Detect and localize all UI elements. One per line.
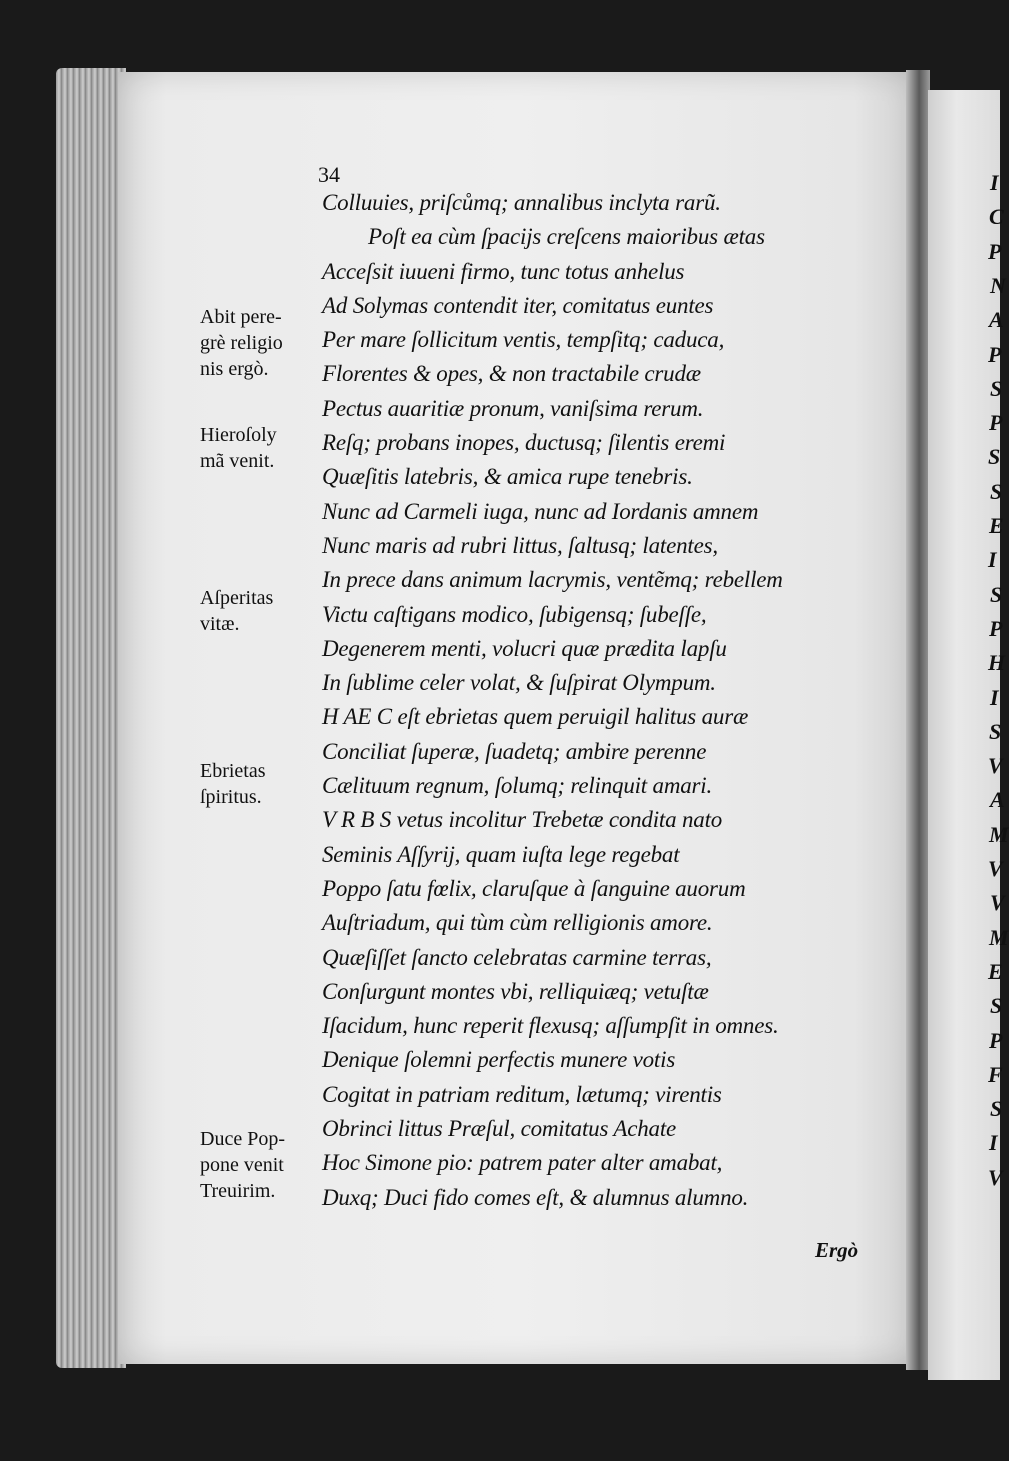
verse-line: Per mare ſollicitum ventis, tempſitq; caduca, xyxy=(322,327,725,353)
facing-page-initial: I xyxy=(990,170,999,195)
facing-page-initial: H xyxy=(988,650,1006,676)
verse-line: Nunc maris ad rubri littus, ſaltusq; latentes, xyxy=(322,532,718,558)
side-note-line: Duce Pop- xyxy=(200,1128,285,1150)
facing-page-initial: P xyxy=(989,615,1003,641)
verse-line: Quæſiſſet ſancto celebratas carmine terras, xyxy=(322,944,712,970)
verse-line: Cogitat in patriam reditum, lætumq; virentis xyxy=(322,1081,722,1107)
side-note-asperitas xyxy=(200,585,273,637)
facing-page-initial: I xyxy=(990,684,999,710)
verse-line: H AE C eſt ebrietas quem peruigil halitus auræ xyxy=(322,704,749,730)
facing-page-initial: I xyxy=(989,1130,998,1156)
side-note-ebrietas xyxy=(200,758,266,810)
side-note-line: pone venit xyxy=(200,1154,284,1176)
facing-page-initial: S xyxy=(988,444,1001,470)
facing-page-initial: P xyxy=(989,1027,1003,1053)
facing-page-initial: S xyxy=(990,1096,1003,1122)
verse-line: Seminis Aſſyrij, quam iuſta lege regebat xyxy=(322,841,680,867)
side-note-line: vitæ. xyxy=(200,613,240,635)
facing-page-initial: P xyxy=(988,238,1002,264)
side-note-abit xyxy=(200,304,283,382)
verse-line: Florentes & opes, & non tractabile crudæ xyxy=(322,361,701,387)
verse-line: Conciliat ſuperæ, ſuadetq; ambire perenne xyxy=(322,738,707,764)
verse-line: Denique ſolemni perfectis munere votis xyxy=(322,1047,676,1073)
verse-line: Hoc Simone pio: patrem pater alter amabat, xyxy=(322,1150,723,1176)
verse-line: Conſurgunt montes vbi, relliquiæq; vetuſtæ xyxy=(322,978,709,1004)
facing-page-initial: V xyxy=(988,1164,1003,1190)
page-number: 34 xyxy=(318,162,340,187)
side-note-line: mã venit. xyxy=(200,450,275,472)
verse-line: Nunc ad Carmeli iuga, nunc ad Iordanis amnem xyxy=(322,498,759,524)
verse-line: Reſq; probans inopes, ductusq; ſilentis eremi xyxy=(322,430,726,456)
verse-line: Quæſitis latebris, & amica rupe tenebris. xyxy=(322,464,693,490)
side-note-line: Abit pere- xyxy=(200,306,282,328)
side-note-line: Hieroſoly xyxy=(200,424,277,446)
book-gutter xyxy=(906,70,930,1370)
facing-page-initial: I xyxy=(988,547,997,573)
verse-line: Iſacidum, hunc reperit flexusq; aſſumpſit in omnes. xyxy=(322,1013,779,1039)
facing-page-initial: S xyxy=(990,478,1003,504)
facing-page-initial: M xyxy=(989,924,1009,950)
facing-page-initial: P xyxy=(989,410,1003,436)
side-note-duce-poppone xyxy=(200,1126,285,1204)
facing-page-initial: F xyxy=(988,1061,1003,1087)
verse-line: Ad Solymas contendit iter, comitatus euntes xyxy=(322,292,714,318)
facing-page-initial: S xyxy=(990,993,1003,1019)
facing-page-initial: N xyxy=(990,272,1006,298)
book-edge xyxy=(56,68,126,1368)
facing-page-initial: M xyxy=(989,821,1009,847)
side-note-hierosolyma xyxy=(200,422,277,474)
facing-page-initial: S xyxy=(989,718,1002,744)
verse-line: Obrinci littus Præſul, comitatus Achate xyxy=(322,1116,677,1142)
side-note-line: Ebrietas xyxy=(200,760,266,782)
verse-line: Duxq; Duci fido comes eſt, & alumnus alumno. xyxy=(322,1184,749,1210)
facing-page-initial: P xyxy=(988,341,1002,367)
facing-page-initial: C xyxy=(989,204,1004,230)
verse-line: Degenerem menti, volucri quæ prædita lapſu xyxy=(322,635,727,661)
verse-line: Auſtriadum, qui tùm cùm relligionis amore. xyxy=(322,910,713,936)
verse-line: Poſt ea cùm ſpacijs creſcens maioribus ætas xyxy=(368,224,765,250)
facing-page-initial: E xyxy=(989,513,1004,538)
side-note-line: Aſperitas xyxy=(200,587,274,609)
facing-page-initial: S xyxy=(990,375,1003,401)
side-note-line: grè religio xyxy=(200,332,283,354)
verse-line: In prece dans animum lacrymis, ventẽmq; rebellem xyxy=(322,567,783,593)
right-page-edge xyxy=(928,90,1009,1380)
facing-page-initial: V xyxy=(988,856,1003,881)
verse-text xyxy=(322,186,882,1215)
verse-line: Acceſsit iuueni firmo, tunc totus anhelus xyxy=(322,258,685,284)
side-note-line: Treuirim. xyxy=(200,1180,276,1202)
facing-page-initial: E xyxy=(988,958,1003,984)
verse-line: In ſublime celer volat, & ſuſpirat Olympum. xyxy=(322,670,716,696)
verse-line: Colluuies, priſcůmq; annalibus inclyta rarũ. xyxy=(322,190,721,215)
facing-page-initial: A xyxy=(989,307,1004,333)
facing-page-initial: V xyxy=(988,753,1003,779)
facing-page-initial: S xyxy=(990,581,1003,607)
facing-page-initial: A xyxy=(990,787,1005,813)
facing-page-initial: V xyxy=(990,890,1005,916)
side-note-line: ſpiritus. xyxy=(200,786,262,808)
verse-line: Victu caſtigans modico, ſubigensq; ſubeſſe, xyxy=(322,601,707,627)
verse-line: Cælituum regnum, ſolumq; relinquit amari. xyxy=(322,773,713,799)
catchword: Ergò xyxy=(815,1238,859,1262)
side-note-line: nis ergò. xyxy=(200,358,269,380)
verse-line: Poppo ſatu fœlix, claruſque à ſanguine auorum xyxy=(322,875,746,901)
verse-line: V R B S vetus incolitur Trebetæ condita nato xyxy=(322,807,723,833)
verse-line: Pectus auaritiæ pronum, vaniſsima rerum. xyxy=(322,395,704,421)
